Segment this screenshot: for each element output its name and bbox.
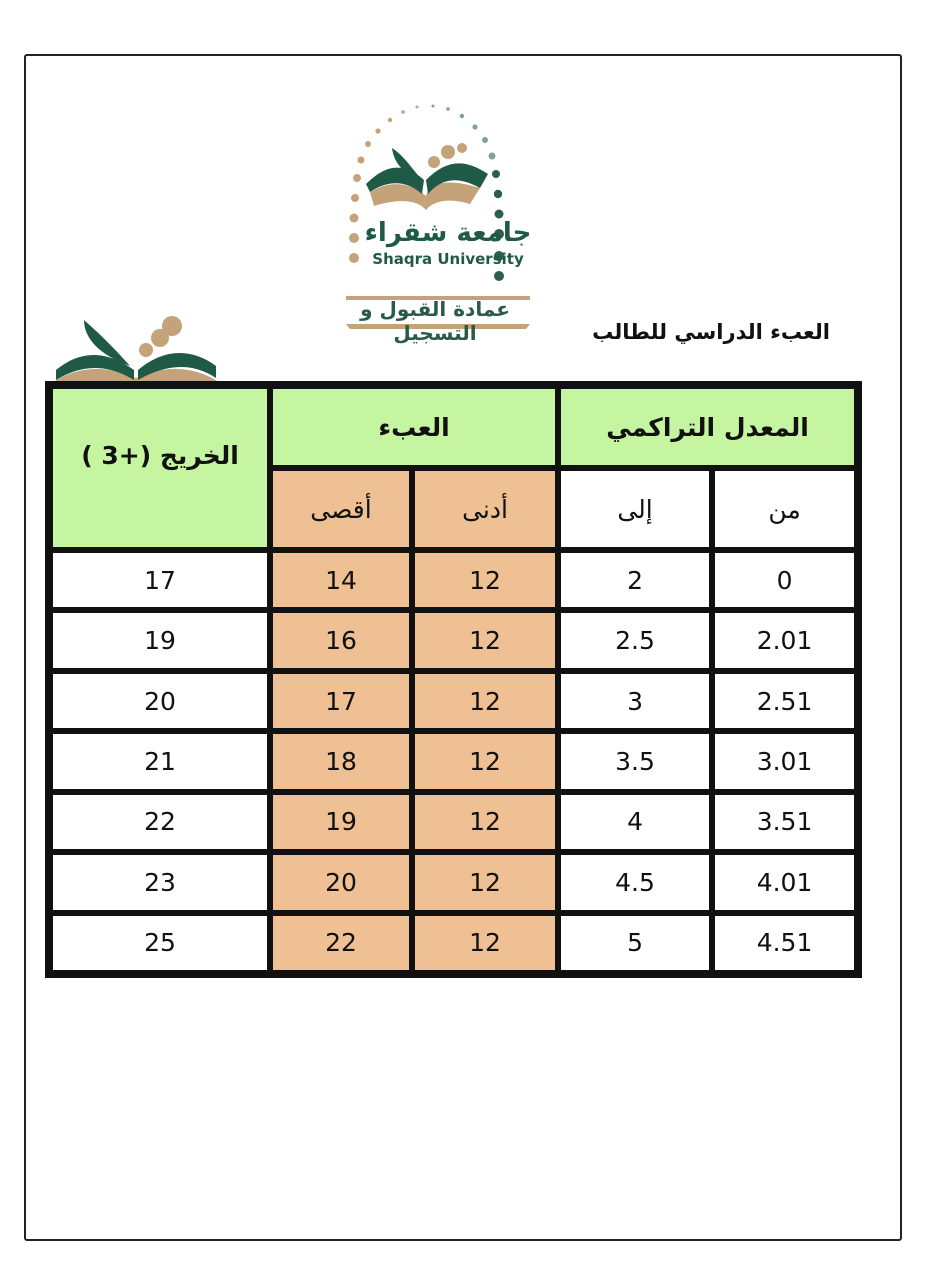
logo-department-name: عمادة القبول و التسجيل [360, 297, 510, 345]
to-cell: 5 [558, 913, 712, 973]
graduate-cell: 25 [50, 913, 270, 973]
table-row [50, 671, 857, 731]
graduate-cell: 23 [50, 852, 270, 912]
max-cell: 19 [270, 792, 412, 852]
from-header: من [712, 468, 857, 550]
max-cell: 17 [270, 671, 412, 731]
graduate-cell: 19 [50, 610, 270, 670]
table-row [50, 852, 857, 912]
logo-arabic-name: جامعة شقراء [364, 218, 532, 248]
page-subtitle: العبء الدراسي للطالب [592, 320, 830, 344]
to-cell: 4.5 [558, 852, 712, 912]
min-cell: 12 [412, 671, 558, 731]
from-cell: 3.01 [712, 731, 857, 791]
max-cell: 18 [270, 731, 412, 791]
to-header: إلى [558, 468, 712, 550]
from-cell: 2.51 [712, 671, 857, 731]
graduate-cell: 17 [50, 550, 270, 610]
load-header: العبء [270, 386, 558, 468]
max-cell: 16 [270, 610, 412, 670]
gpa-header: المعدل التراكمي [558, 386, 857, 468]
to-cell: 4 [558, 792, 712, 852]
min-cell: 12 [412, 731, 558, 791]
study-load-table [45, 381, 862, 978]
min-cell: 12 [412, 852, 558, 912]
max-header: أقصى [270, 468, 412, 550]
min-cell: 12 [412, 610, 558, 670]
min-cell: 12 [412, 550, 558, 610]
max-cell: 14 [270, 550, 412, 610]
from-cell: 4.01 [712, 852, 857, 912]
to-cell: 3.5 [558, 731, 712, 791]
from-cell: 3.51 [712, 792, 857, 852]
book-icon [46, 314, 226, 386]
table-row [50, 792, 857, 852]
graduate-cell: 22 [50, 792, 270, 852]
table-row [50, 610, 857, 670]
max-cell: 20 [270, 852, 412, 912]
min-header: أدنى [412, 468, 558, 550]
table-row [50, 731, 857, 791]
table-row [50, 913, 857, 973]
to-cell: 2 [558, 550, 712, 610]
from-cell: 4.51 [712, 913, 857, 973]
to-cell: 3 [558, 671, 712, 731]
from-cell: 2.01 [712, 610, 857, 670]
graduate-cell: 21 [50, 731, 270, 791]
max-cell: 22 [270, 913, 412, 973]
logo-english-name: Shaqra University [372, 250, 524, 268]
min-cell: 12 [412, 792, 558, 852]
graduate-cell: 20 [50, 671, 270, 731]
graduate-header: الخريج (+3 ) [50, 386, 270, 550]
from-cell: 0 [712, 550, 857, 610]
to-cell: 2.5 [558, 610, 712, 670]
table-row [50, 550, 857, 610]
min-cell: 12 [412, 913, 558, 973]
